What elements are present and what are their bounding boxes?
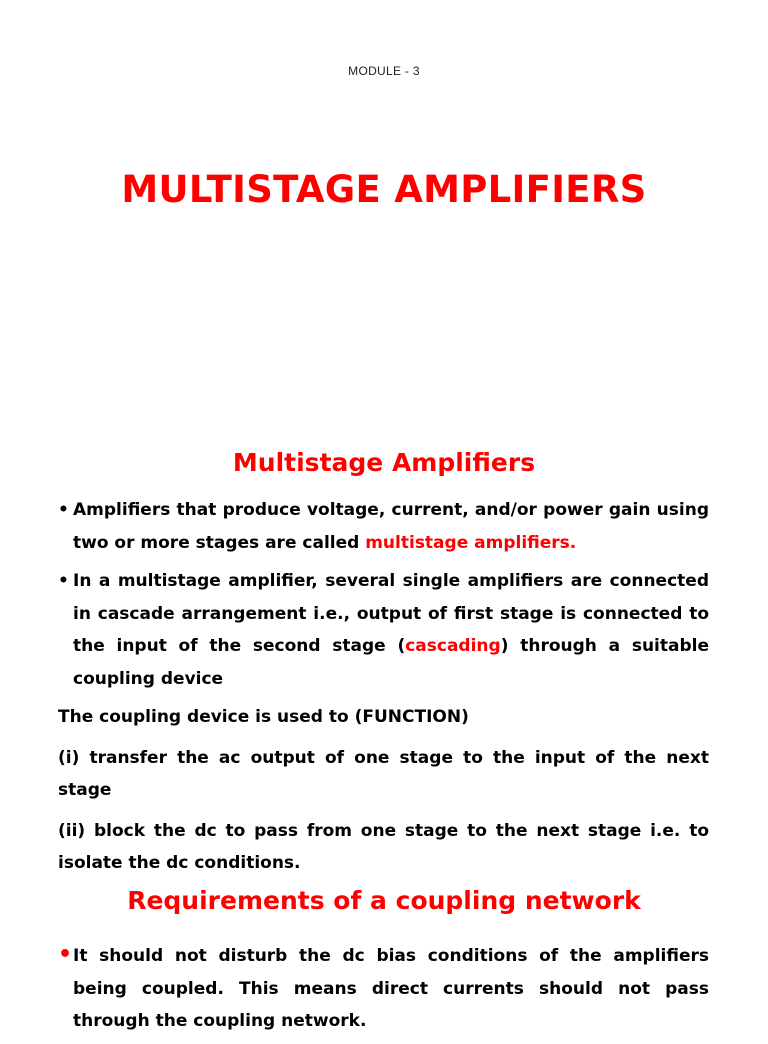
section-heading-coupling-requirements: Requirements of a coupling network (127, 886, 641, 915)
section-body-multistage-amplifiers (58, 494, 709, 888)
bullet-icon: • (58, 942, 73, 967)
highlight-term: multistage amplifiers. (365, 532, 577, 553)
bullet-icon: • (58, 571, 69, 591)
bullet-item-dc-bias (58, 940, 709, 1038)
bullet-text: It should not disturb the dc bias conditions of the amplifiers being coupled. This means direct currents should not pass through the coupling network. (73, 946, 709, 1031)
module-label: MODULE - 3 (348, 64, 420, 78)
bullet-icon: • (58, 500, 69, 520)
highlight-term: cascading (405, 636, 501, 656)
bullet-text-after: ) through a suitable coupling device (73, 636, 709, 689)
function-point-i: (i) transfer the ac output of one stage to the input of the next stage (58, 747, 709, 800)
bullet-item-cascading (58, 565, 709, 695)
document-title: MULTISTAGE AMPLIFIERS (121, 168, 647, 211)
bullet-item-definition (58, 494, 709, 559)
section-heading-multistage-amplifiers: Multistage Amplifiers (232, 448, 536, 477)
function-line: The coupling device is used to (FUNCTION) (58, 707, 469, 727)
function-point-ii: (ii) block the dc to pass from one stage to the next stage i.e. to isolate the dc conditions. (58, 820, 709, 873)
bullet-text: In a multistage amplifier, several single amplifiers are connected in cascade arrangement i.e., output of first stage is connected to the input of the second stage ( (73, 571, 709, 656)
section-body-coupling-requirements (58, 940, 709, 1044)
bullet-text: Amplifiers that produce voltage, current, and/or power gain using two or more stages are called (73, 500, 709, 553)
